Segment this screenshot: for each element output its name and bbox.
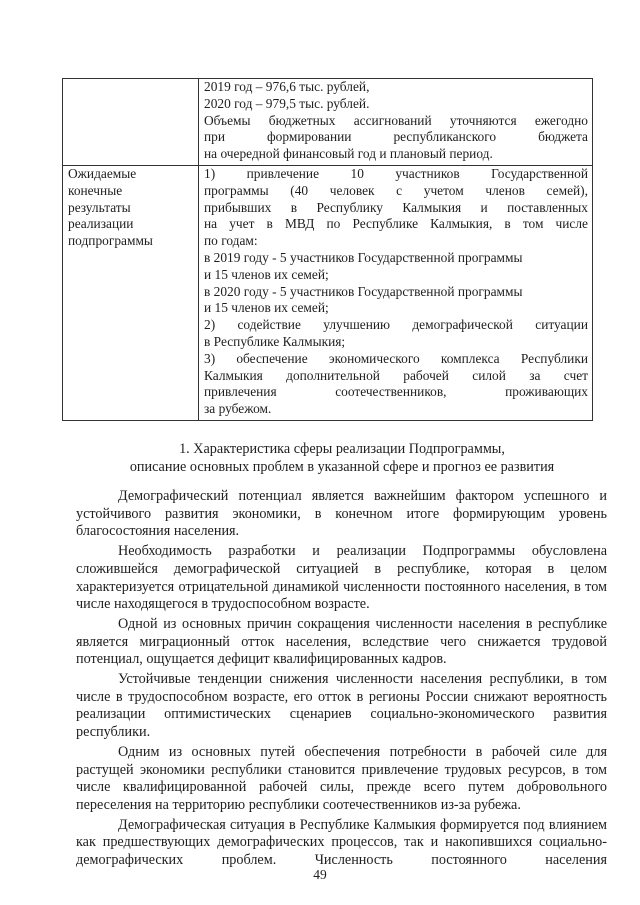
table-line: 2019 год – 976,6 тыс. рублей,	[204, 79, 370, 94]
paragraph: Одной из основных причин сокращения численности населения в республике является миграционный отток населения, вследствие чего снижается трудовой потенциал, ощущается дефицит квалифицированных кадров.	[76, 615, 607, 668]
table-line: 2) содействие улучшению демографической ситуации	[204, 317, 588, 333]
section-heading-line: 1. Характеристика сферы реализации Подпрограммы,	[179, 441, 505, 457]
table-line: прибывших в Республику Калмыкия и поставленных	[204, 199, 588, 215]
paragraph: Демографическая ситуация в Республике Калмыкия формируется под влиянием как предшествующих демографических процессов, так и накопившихся социально-демографических проблем. Численность постоянного населения	[76, 816, 607, 869]
section-body	[76, 488, 607, 872]
table-cell-results	[199, 165, 593, 420]
table-line: в Республике Калмыкия;	[204, 333, 346, 349]
section-heading-line: описание основных проблем в указанной сфере и прогноз ее развития	[129, 459, 555, 475]
table-line: 1) привлечение 10 участников Государственной	[204, 165, 588, 181]
table-line: на учет в МВД по Республике Калмыкия, в том числе	[204, 216, 588, 232]
table-line: программы (40 человек с учетом членов семей),	[204, 182, 588, 198]
table-cell-label	[63, 165, 199, 420]
table-line: при формировании республиканского бюджета	[204, 129, 588, 145]
table-line: Калмыкия дополнительной рабочей силой за счет	[204, 367, 588, 383]
section-heading	[62, 440, 622, 476]
page-number: 49	[313, 867, 327, 882]
table-line: 3) обеспечение экономического комплекса Республики	[204, 350, 588, 366]
table-row-budget	[63, 79, 593, 166]
label-line: реализации	[68, 216, 134, 232]
subprogram-passport-table	[62, 78, 593, 421]
paragraph: Необходимость разработки и реализации Подпрограммы обусловлена сложившейся демографической ситуацией в республике, которая в целом характеризуется отрицательной динамикой численности постоянного населения, в том числе находящегося в трудоспособном возрасте.	[76, 543, 607, 613]
table-line: 2020 год – 979,5 тыс. рублей.	[204, 95, 370, 111]
label-line: подпрограммы	[68, 233, 153, 249]
table-line: на очередной финансовый год и плановый период.	[204, 146, 493, 162]
table-line: и 15 членов их семей;	[204, 300, 329, 316]
paragraph: Одним из основных путей обеспечения потребности в рабочей силе для растущей экономики республики становится привлечение трудовых ресурсов, в том числе квалифицированной рабочей силы, прежде всего путем добровольного переселения на территорию республики соотечественников из-за рубежа.	[76, 743, 607, 813]
table-line: привлечения соотечественников, проживающих	[204, 384, 588, 400]
table-row-expected-results	[63, 165, 593, 420]
paragraph: Устойчивые тенденции снижения численности населения республики, в том числе в трудоспособном возрасте, его отток в регионы России снижают вероятность реализации оптимистических сценариев социально-экономического развития республики.	[76, 671, 607, 741]
table-line: Объемы бюджетных ассигнований уточняются ежегодно	[204, 112, 588, 128]
table-line: и 15 членов их семей;	[204, 266, 329, 282]
table-cell-label	[63, 79, 199, 166]
label-line: результаты	[68, 199, 131, 215]
table-line: за рубежом.	[204, 401, 272, 417]
paragraph: Демографический потенциал является важнейшим фактором успешного и устойчивого развития экономики, в конечном итоге формирующим уровень благосостояния населения.	[76, 488, 607, 540]
table-line: в 2020 году - 5 участников Государственной программы	[204, 283, 523, 299]
label-line: Ожидаемые	[68, 165, 137, 181]
table-cell-budget	[199, 79, 593, 166]
table-line: в 2019 году - 5 участников Государственной программы	[204, 249, 523, 265]
label-line: конечные	[68, 182, 123, 198]
table-line: по годам:	[204, 233, 258, 249]
